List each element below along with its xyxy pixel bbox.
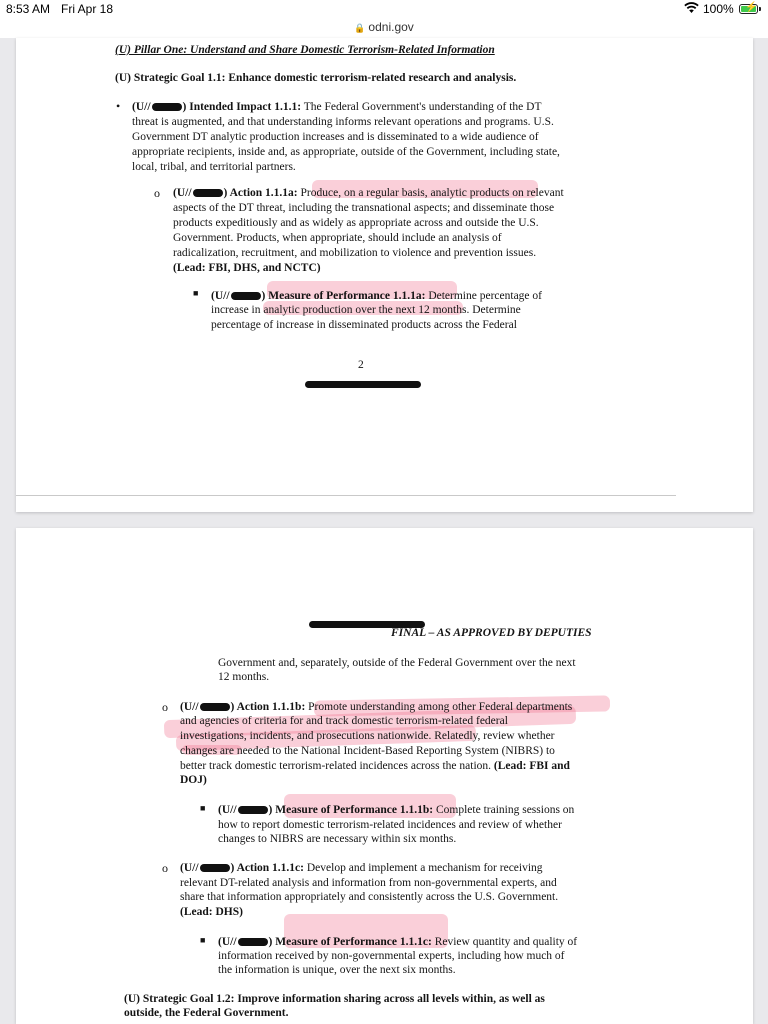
- action-line: relevant DT-related analysis and information from non-governmental experts, and: [180, 877, 557, 889]
- battery-icon: ⚡: [739, 4, 758, 14]
- action-line: changes are needed to the National Incident-Based Reporting System (NIBRS) to: [180, 745, 555, 757]
- action-line: Government. Products, when appropriate, should include an analysis of: [173, 232, 502, 244]
- battery-nub: [759, 7, 761, 11]
- mop-1-1-1b-line-1: (U// ) Measure of Performance 1.1.1b: Complete training sessions on: [218, 804, 575, 816]
- impact-line: local, tribal, and territorial partners.: [132, 161, 296, 173]
- mop-line: percentage of increase in disseminated products across the Federal: [211, 319, 517, 331]
- strategic-goal-1-1: (U) Strategic Goal 1.1: Enhance domestic terrorism-related research and analysis.: [115, 72, 517, 84]
- mop-line: the information is unique, over the next six months.: [218, 964, 456, 976]
- continuation-line: 12 months.: [218, 671, 270, 683]
- impact-line: Government DT analytic production increases and is disseminated to a wide audience of: [132, 131, 539, 143]
- action-line: radicalization, recruitment, and mobilization to violence and prevention issues.: [173, 247, 537, 259]
- redaction-mark: [304, 375, 422, 393]
- action-line: products expeditiously and as widely as appropriate across and outside the U.S.: [173, 217, 539, 229]
- action-line: share that information appropriately and consistently across the U.S. Government.: [180, 891, 559, 903]
- wifi-icon: [684, 2, 699, 17]
- action-line: aspects of the DT threat, including the transnational aspects; and disseminate those: [173, 202, 555, 214]
- continuation-line: Government and, separately, outside of the Federal Government over the next: [218, 657, 576, 669]
- mop-line: how to report domestic terrorism-related incidences and review of whether: [218, 819, 562, 831]
- bullet-square: ■: [200, 935, 206, 945]
- action-1-1-1c-line-1: (U// ) Action 1.1.1c: Develop and implement a mechanism for receiving: [180, 862, 543, 874]
- redaction-mark: [238, 806, 268, 814]
- action-c-lead: (Lead: DHS): [180, 906, 243, 918]
- impact-line: appropriate recipients, inside and, as appropriate, outside of the Government, including state,: [132, 146, 560, 158]
- address-bar[interactable]: [0, 20, 768, 38]
- redaction-mark: [200, 864, 230, 872]
- mop-line: information received by non-governmental experts, including how much of: [218, 950, 565, 962]
- final-approved-header: FINAL – AS APPROVED BY DEPUTIES: [391, 627, 592, 639]
- page-number: 2: [358, 359, 364, 371]
- bullet-square: ■: [200, 803, 206, 813]
- status-bar: [0, 0, 768, 20]
- status-time: 8:53 AM: [6, 2, 51, 16]
- page-divider-line: [16, 495, 676, 496]
- action-b-lead: DOJ): [180, 774, 207, 786]
- lock-icon: 🔒: [354, 23, 366, 33]
- redaction-mark: [152, 103, 182, 111]
- action-line: and agencies of criteria for and track domestic terrorism-related federal: [180, 715, 508, 727]
- status-date: Fri Apr 18: [61, 2, 114, 16]
- strategic-goal-1-2: (U) Strategic Goal 1.2: Improve information sharing across all levels within, as well as: [124, 993, 545, 1005]
- bullet-circle: o: [162, 700, 168, 714]
- mop-line: increase in analytic production over the next 12 months. Determine: [211, 304, 521, 316]
- redaction-mark: [231, 292, 261, 300]
- pillar-heading: (U) Pillar One: Understand and Share Domestic Terrorism-Related Information: [115, 44, 495, 56]
- url-domain: odni.gov: [368, 20, 414, 34]
- action-b-line-5: better track domestic terrorism-related incidences across the nation. (Lead: FBI and: [180, 760, 570, 772]
- action-1-1-1a-line-1: (U// ) Action 1.1.1a: Produce, on a regular basis, analytic products on relevant: [173, 187, 564, 199]
- action-line: investigations, incidents, and prosecutions nationwide. Relatedly, review whether: [180, 730, 555, 742]
- action-1-1-1b-line-1: (U// ) Action 1.1.1b: Promote understanding among other Federal departments: [180, 701, 573, 713]
- battery-percent: 100%: [703, 2, 734, 16]
- impact-1-1-1-line-1: (U// ) Intended Impact 1.1.1: The Federal Government's understanding of the DT: [132, 101, 542, 113]
- mop-1-1-1a-line-1: (U// ) Measure of Performance 1.1.1a: Determine percentage of: [211, 290, 542, 302]
- redaction-mark: [200, 703, 230, 711]
- bullet-circle: o: [154, 186, 160, 200]
- strategic-goal-1-2-line-2: outside, the Federal Government.: [124, 1007, 289, 1019]
- redaction-mark: [193, 189, 223, 197]
- bullet-circle: o: [162, 861, 168, 875]
- bullet-dot: •: [116, 99, 121, 113]
- redaction-mark: [238, 938, 268, 946]
- document-page-1: [16, 38, 753, 512]
- impact-line: threat is augmented, and that understanding informs relevant operations and programs. U.S.: [132, 116, 554, 128]
- mop-1-1-1c-line-1: (U// ) Measure of Performance 1.1.1c: Review quantity and quality of: [218, 936, 578, 948]
- bullet-square: ■: [193, 288, 199, 298]
- document-page-2: [16, 528, 753, 1024]
- action-a-lead: (Lead: FBI, DHS, and NCTC): [173, 262, 321, 274]
- mop-line: changes to NIBRS are necessary within six months.: [218, 833, 457, 845]
